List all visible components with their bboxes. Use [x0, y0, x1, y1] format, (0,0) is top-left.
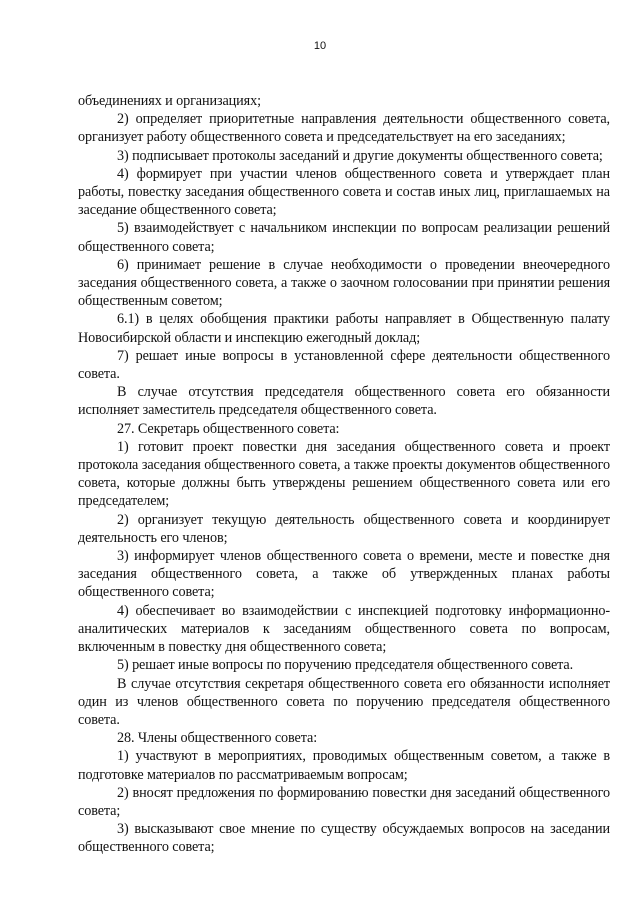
paragraph: В случае отсутствия секретаря общественного совета его обязанности исполняет один из членов общественного совета по поручению председателя общественного совета.: [78, 675, 610, 728]
paragraph: 1) участвуют в мероприятиях, проводимых общественным советом, а также в подготовке материалов по рассматриваемым вопросам;: [78, 748, 610, 783]
paragraph: В случае отсутствия председателя общественного совета его обязанности исполняет заместитель председателя общественного совета.: [78, 384, 610, 419]
paragraph: 4) формирует при участии членов общественного совета и утверждает план работы, повестку заседания общественного совета и состав иных лиц, приглашаемых на заседание общественного совета;: [78, 165, 610, 219]
paragraph: 3) высказывают свое мнение по существу обсуждаемых вопросов на заседании общественного совета;: [78, 821, 610, 856]
paragraph: 5) решает иные вопросы по поручению председателя общественного совета.: [117, 657, 574, 674]
paragraph: 5) взаимодействует с начальником инспекции по вопросам реализации решений общественного совета;: [78, 220, 610, 255]
paragraph: 6) принимает решение в случае необходимости о проведении внеочередного заседания общественного совета, а также о заочном голосовании при принятии решения общественным советом;: [78, 256, 610, 310]
paragraph: 7) решает иные вопросы в установленной сфере деятельности общественного совета.: [78, 347, 610, 383]
paragraph: 2) определяет приоритетные направления деятельности общественного совета, организует работу общественного совета и председательствует на его заседаниях;: [78, 111, 610, 146]
section-heading: 28. Члены общественного совета:: [117, 730, 318, 747]
section-heading: 27. Секретарь общественного совета:: [117, 420, 340, 437]
paragraph: 6.1) в целях обобщения практики работы направляет в Общественную палату Новосибирской области и инспекцию ежегодный доклад;: [78, 311, 610, 346]
paragraph: 2) организует текущую деятельность общественного совета и координирует деятельность его членов;: [78, 511, 610, 546]
document-body: [78, 92, 610, 857]
paragraph: 3) информирует членов общественного совета о времени, месте и повестке дня заседания общественного совета, а также об утвержденных планах работы общественного совета;: [78, 548, 610, 601]
paragraph: 4) обеспечивает во взаимодействии с инспекцией подготовку информационно-аналитических материалов к заседаниям общественного совета по вопросам, включенным в повестку дня общественного совета;: [78, 602, 610, 656]
paragraph: объединениях и организациях;: [78, 93, 261, 109]
paragraph: 1) готовит проект повестки дня заседания общественного совета и проект протокола заседания общественного совета, а также проекты документов общественного совета, которые должны быть утверждены решением общественного совета или его председателем;: [78, 438, 610, 510]
page-number: 10: [313, 40, 327, 52]
paragraph: 3) подписывает протоколы заседаний и другие документы общественного совета;: [117, 147, 603, 164]
paragraph: 2) вносят предложения по формированию повестки дня заседаний общественного совета;: [78, 784, 610, 819]
